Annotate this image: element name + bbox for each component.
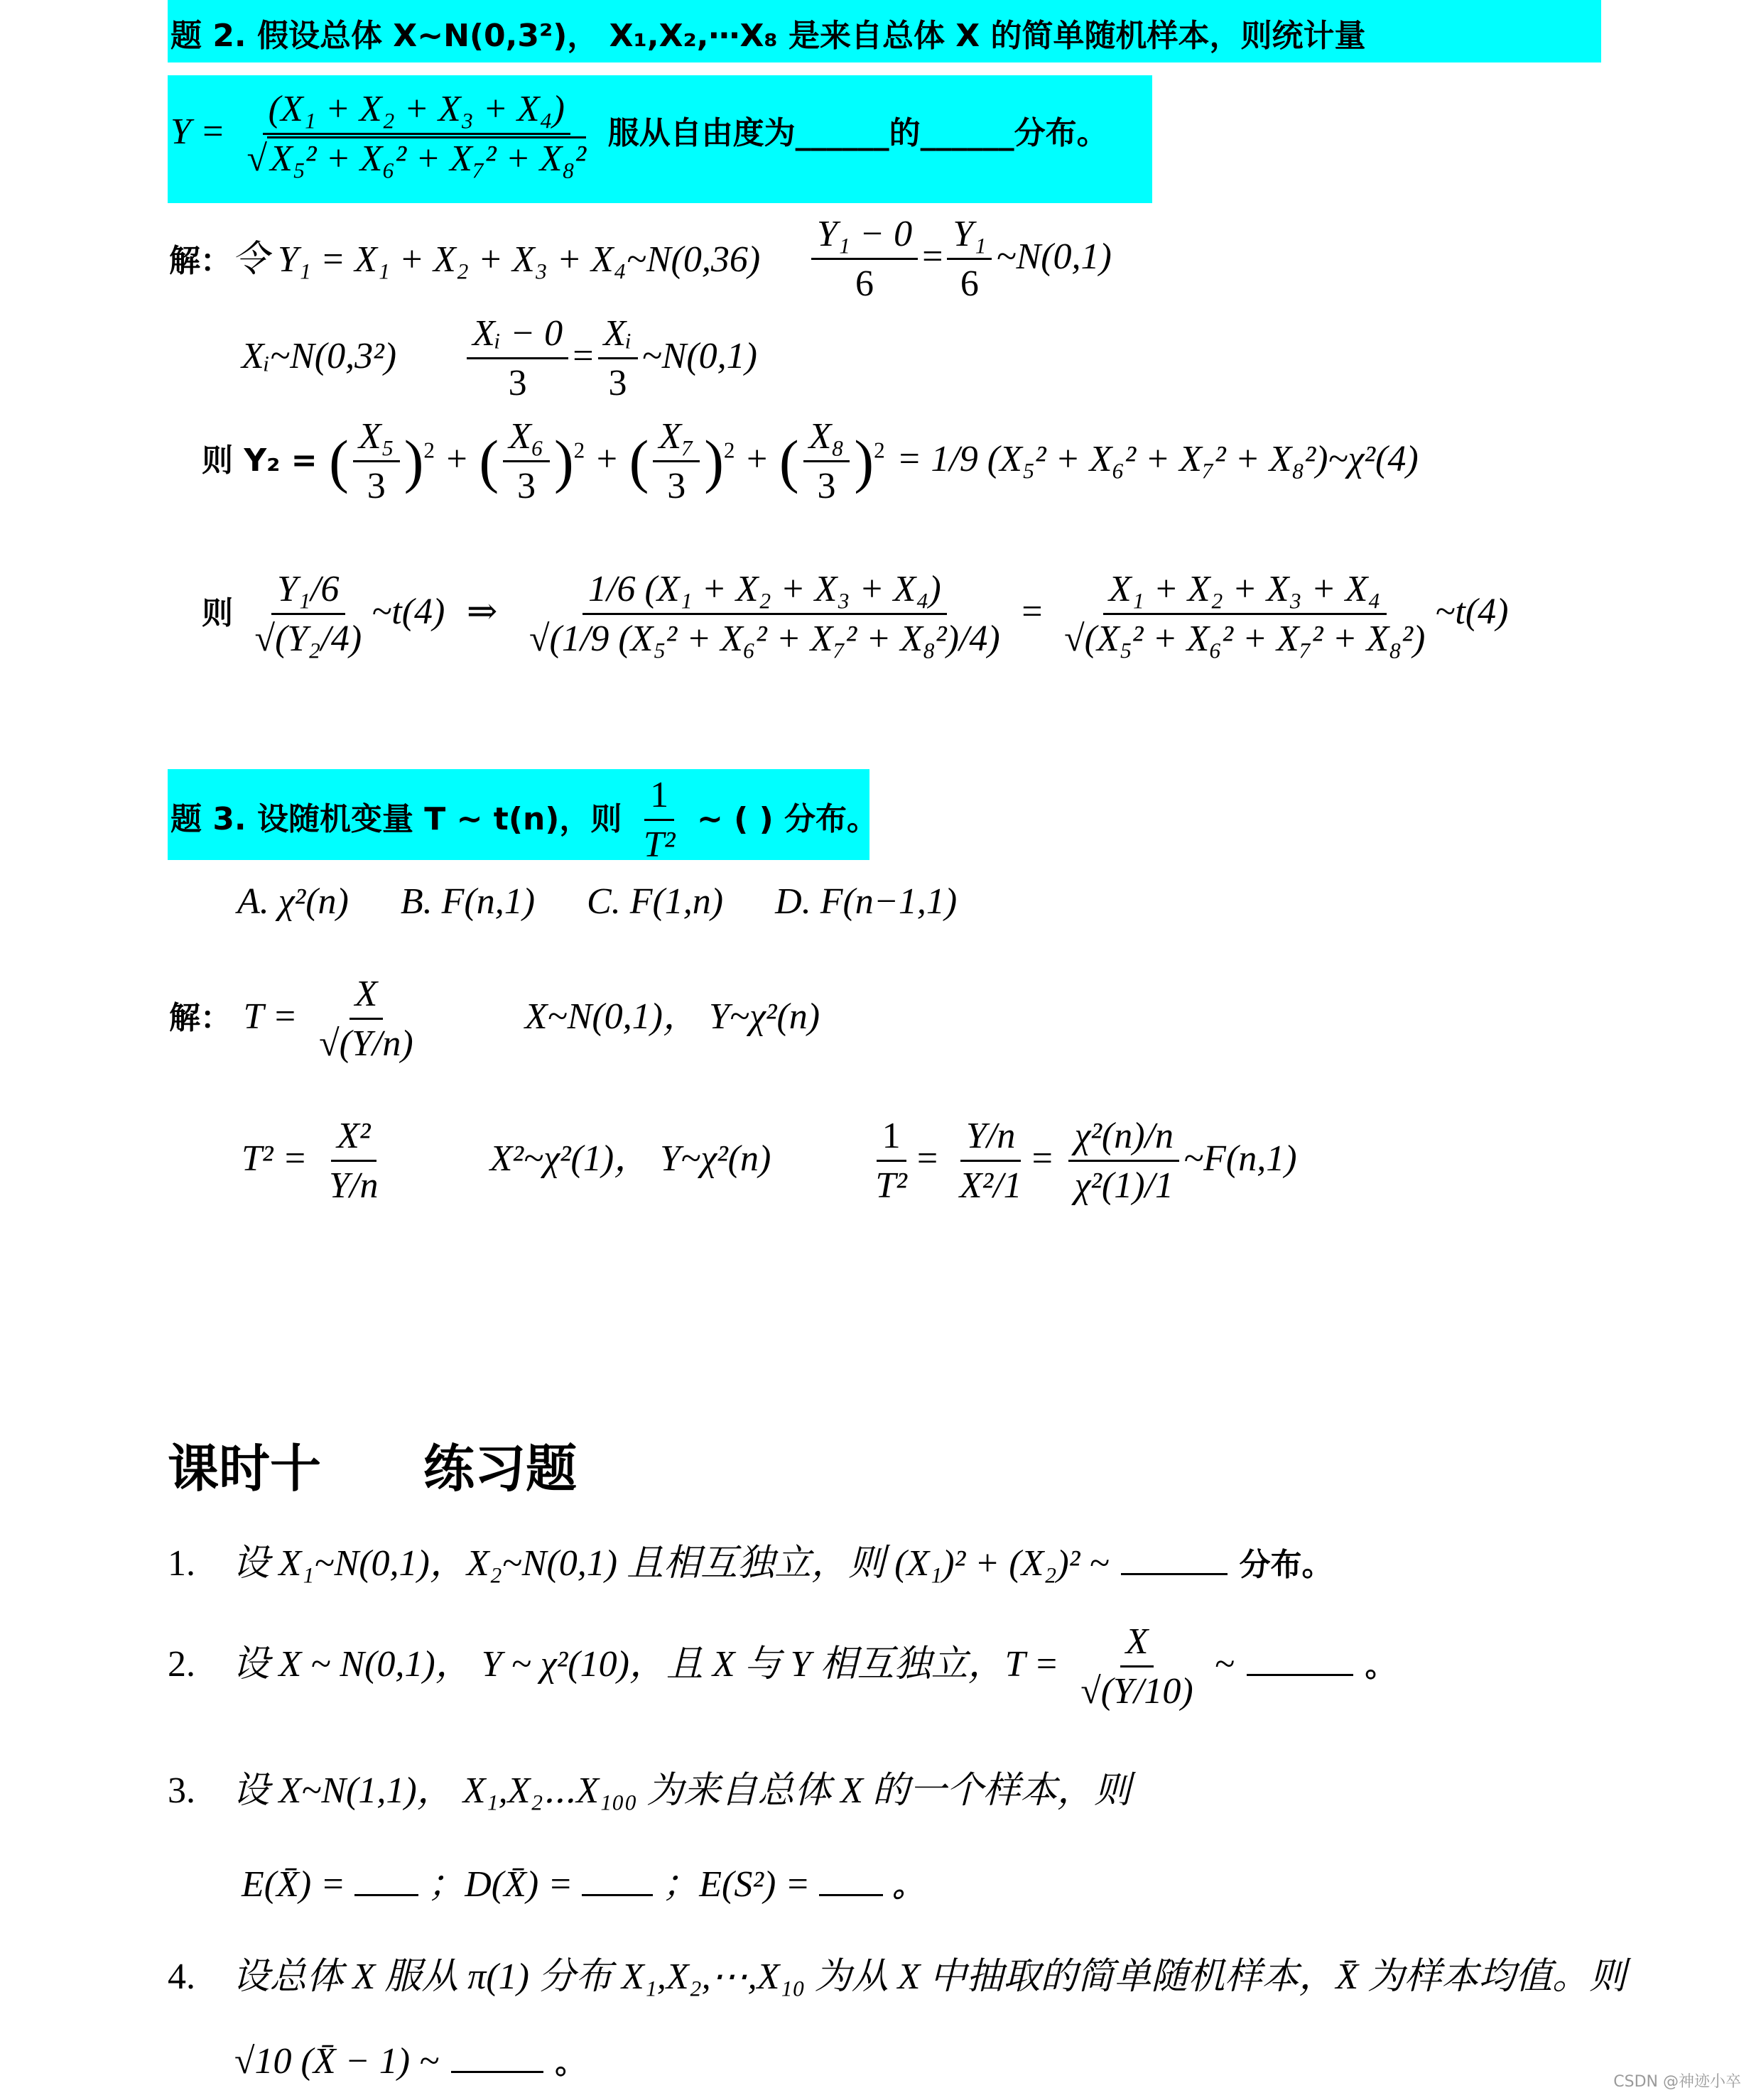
- problem2-solution-2: Xᵢ~N(0,3²) $\frac{\text{Xᵢ − 0}}{3}$ = $\frac{\text{Xᵢ}}{3}$ ~N(0,1): [242, 313, 757, 403]
- exercise-2: 2. 设 X ~ N(0,1)， Y ~ χ²(10)，且 X 与 Y 相互独立，T = $\frac{X}{√(Y/10)}$ ~ 。: [168, 1621, 1397, 1712]
- exercise-4-line2: √10 (X̄ − 1) ~ 。: [234, 2041, 587, 2082]
- exercise-4-number: 4.: [168, 1957, 195, 1997]
- exercise-1-number: 1.: [168, 1543, 195, 1584]
- section-title: 课时十 练习题: [168, 1439, 578, 1498]
- problem3-title: 题 3. 设随机变量 T ~ t(n)，则 $\frac{1}{\text{T²}}$ ~ ( ) 分布。: [170, 775, 879, 865]
- exercise-2-number: 2.: [168, 1644, 195, 1685]
- problem3-solution-1: 解： T = $\frac{X}{√(Y/n)}$ X~N(0,1)， Y~χ²(n): [169, 974, 820, 1064]
- answer-blank: [1247, 1674, 1353, 1676]
- answer-blank: [582, 1894, 653, 1896]
- exercise-3-number: 3.: [168, 1770, 195, 1811]
- problem2-line2: Y = $\frac{\text{(X₁ + X₂ + X₃ + X₄)}}{\text{√X₅² + X₆² + X₇² + X₈²}}$ 服从自由度为______的______分布。: [170, 89, 1108, 179]
- exercise-3-answers: E(X̄) = ；D(X̄) = ；E(S²) = 。: [242, 1864, 924, 1905]
- problem2-line2-tail: 服从自由度为______的______分布。: [607, 115, 1108, 151]
- problem2-frac-num: (X₁ + X₂ + X₃ + X₄): [263, 88, 570, 135]
- problem2-solution-4: 则 $\frac{\text{Y₁/6}}{\text{√(Y₂/4)}}$ ~t(4) ⇒ $\frac{\text{1/6 (X₁ + X₂ + X₃ + X₄)}}{\text{√(1/9 (X₅² + X₆² + X₇² + X₈²)/4)}}$ = $\frac{\text{X₁ + X₂ + X₃ + X₄}}{\text{√(X₅² + X₆² + X₇² + X₈²)}}$ ~t(4): [202, 569, 1509, 659]
- option-a: A. χ²(n): [237, 881, 349, 922]
- exercise-4: 4. 设总体 X 服从 π(1) 分布 X₁,X₂,⋯,X₁₀ 为从 X 中抽取的简单随机样本，X̄ 为样本均值。则: [168, 1957, 1627, 1997]
- problem2-solution-1: 解：令 Y₁ = X₁ + X₂ + X₃ + X₄~N(0,36): [169, 239, 761, 280]
- option-c: C. F(1,n): [587, 881, 724, 922]
- answer-blank: [1121, 1573, 1228, 1575]
- exercise-3: 3. 设 X~N(1,1)， X₁,X₂⋯X₁₀₀ 为来自总体 X 的一个样本，则: [168, 1770, 1131, 1811]
- problem3-options: [237, 881, 957, 923]
- answer-blank: [354, 1894, 418, 1896]
- answer-blank: [819, 1894, 883, 1896]
- answer-blank: [451, 2071, 543, 2073]
- watermark: CSDN @神迹小卒: [1613, 2073, 1741, 2091]
- problem2-line1: 题 2. 假设总体 X~N(0,3²)， X₁,X₂,⋯X₈ 是来自总体 X 的简单随机样本，则统计量: [170, 18, 1366, 54]
- problem2-frac-den: √X₅² + X₆² + X₇² + X₈²: [242, 135, 592, 180]
- option-b: B. F(n,1): [400, 881, 536, 922]
- exercise-1: 1. 设 X₁~N(0,1)，X₂~N(0,1) 且相互独立，则 (X₁)² + (X₂)² ~ 分布。: [168, 1543, 1333, 1584]
- problem3-solution-2: T² = $\frac{\text{X²}}{Y/n}$ X²~χ²(1)， Y~χ²(n) $\frac{1}{\text{T²}}$ = $\frac{Y/n}{\text{X²/1}}$ = $\frac{\text{χ²(n)/n}}{\text{χ²(1)/1}}$ ~F(n,1): [242, 1116, 1297, 1206]
- solution-label: 解：: [169, 243, 232, 279]
- option-d: D. F(n−1,1): [775, 881, 958, 922]
- problem2-solution-3: 则 Y₂ = ( $\frac{\text{X₅}}{3}$ )$^2$ + ( $\frac{\text{X₆}}{3}$ )$^2$ + ( $\frac{\text{X₇}}{3}$ )$^2$ + ( $\frac{\text{X₈}}{3}$ )$^2$ = 1/9 (X₅² + X₆² + X₇² + X₈²)~χ²(4): [202, 416, 1419, 506]
- problem2-solution-1b: $\frac{\text{Y₁ − 0}}{6}$ = $\frac{\text{Y₁}}{6}$ ~N(0,1): [807, 213, 1112, 305]
